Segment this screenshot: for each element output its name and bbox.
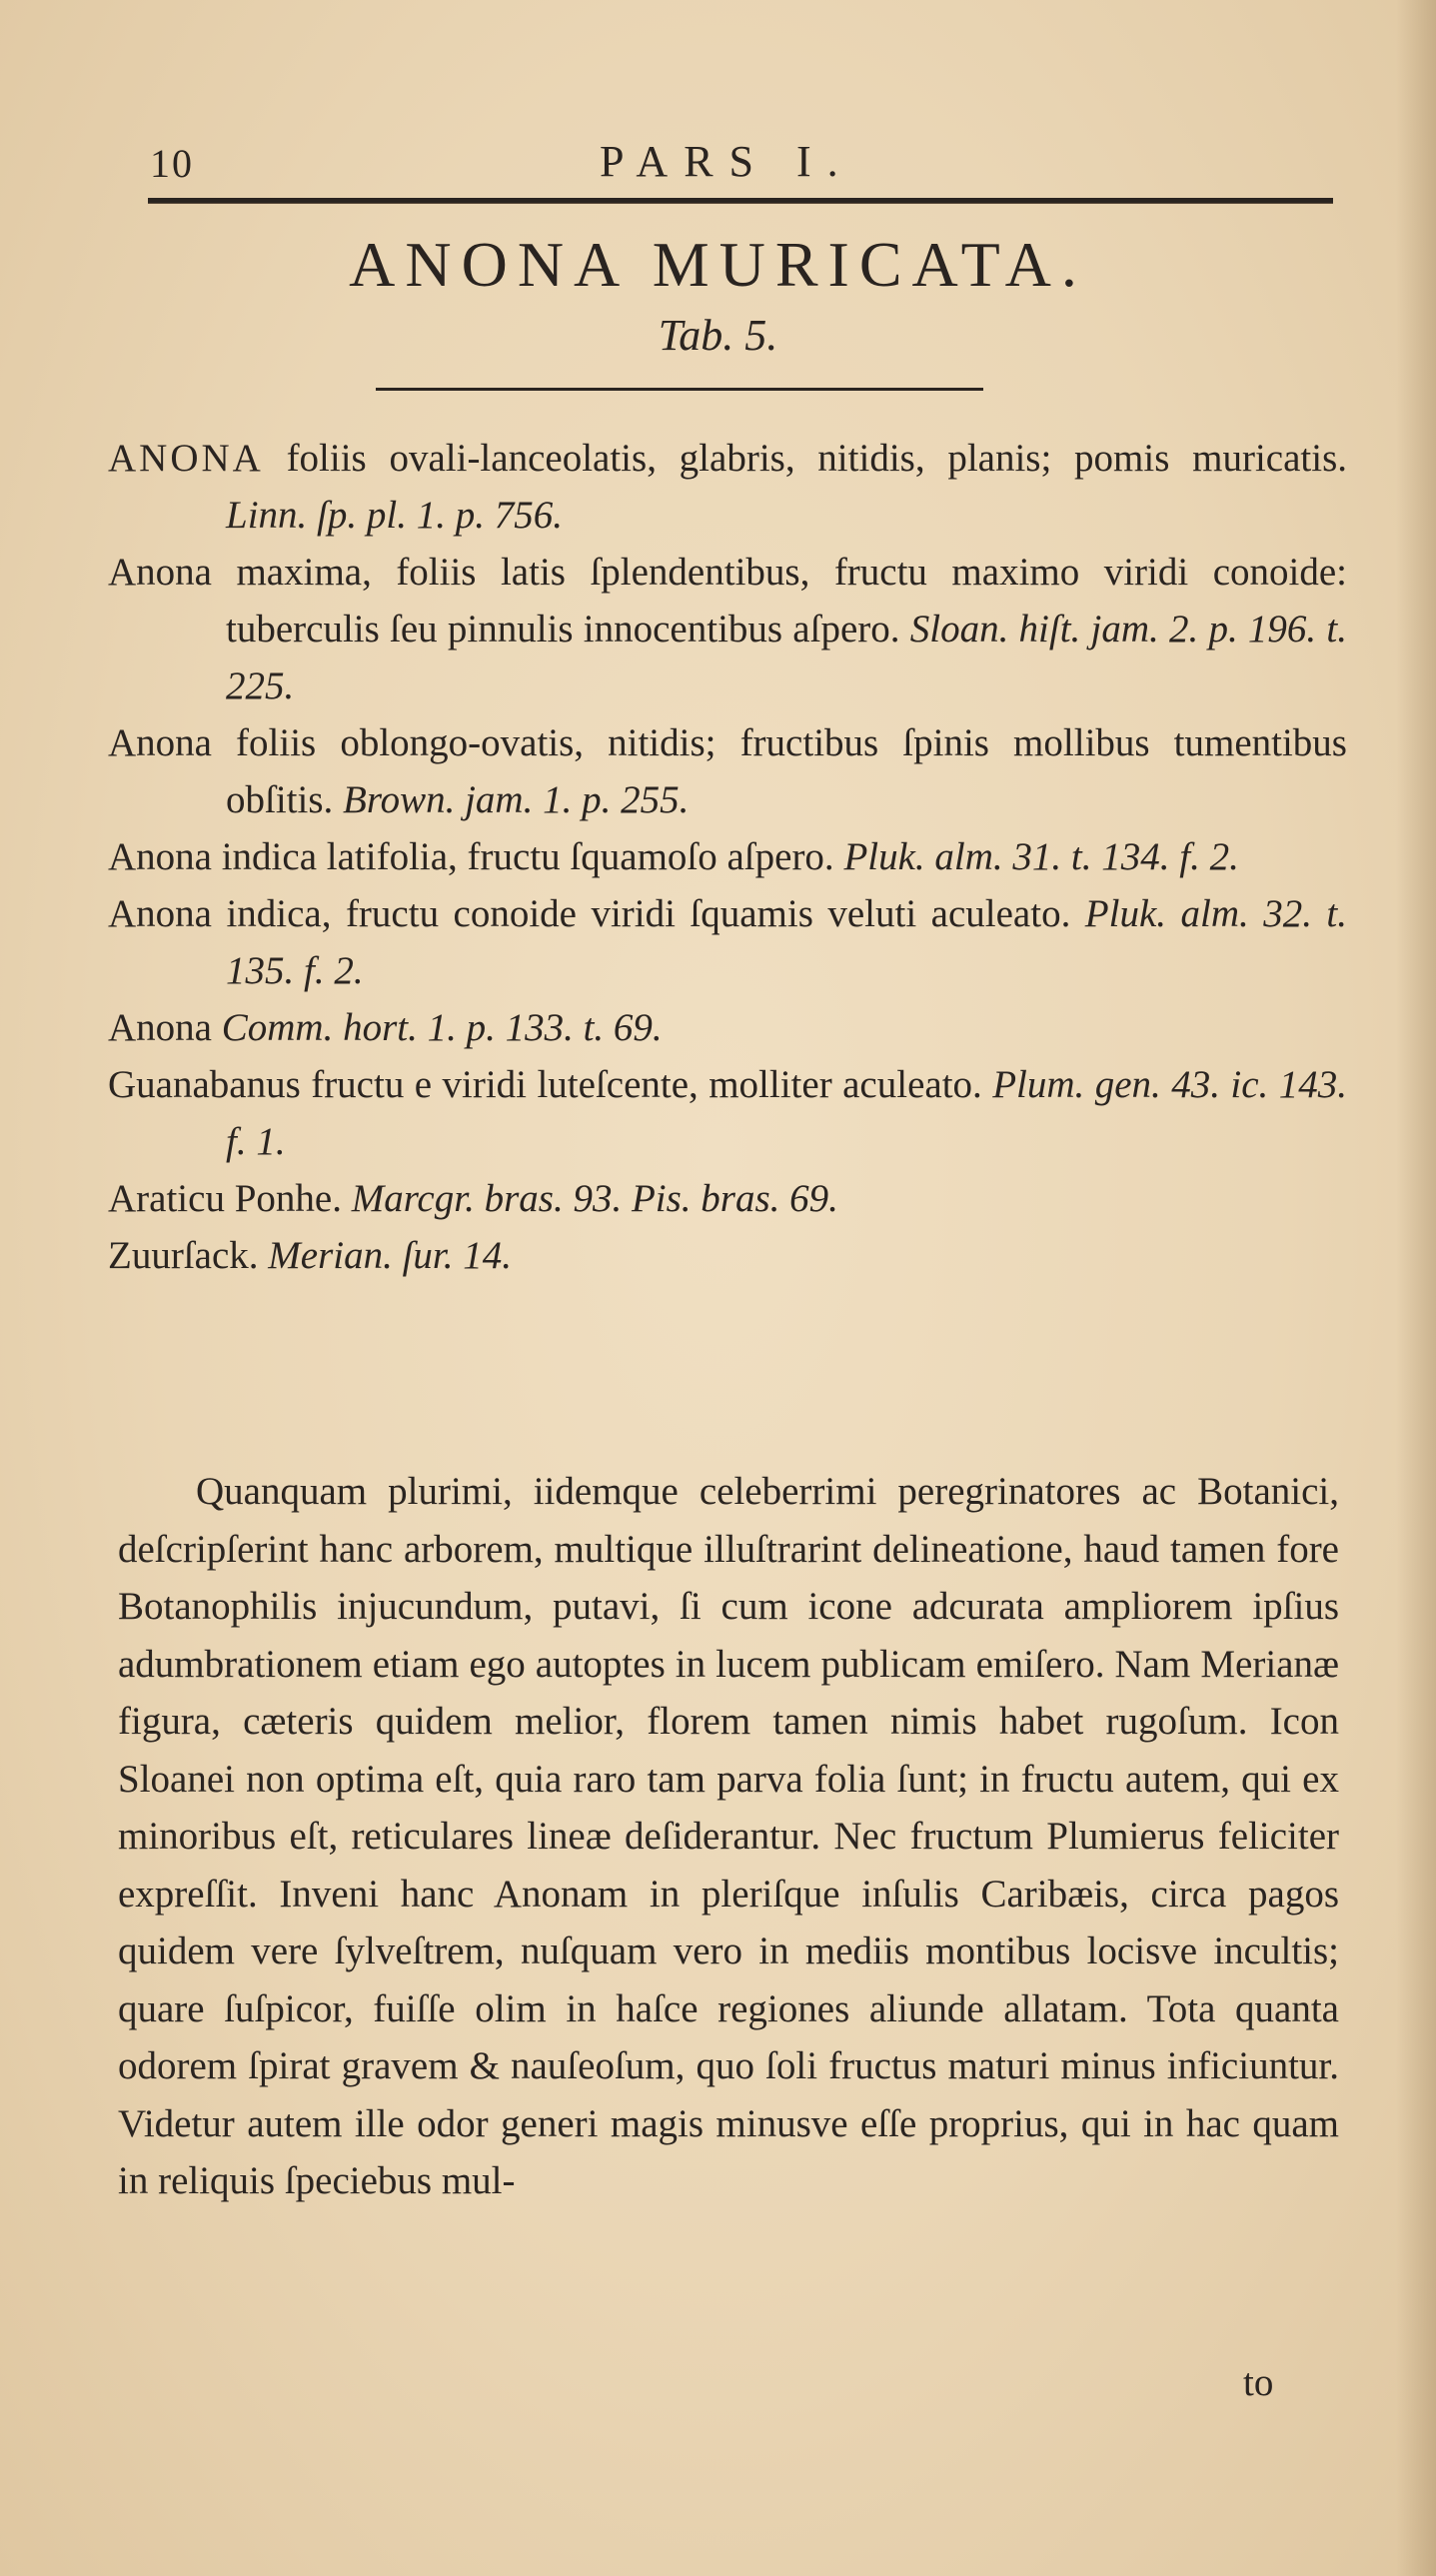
synonym-text: Zuurſack. bbox=[108, 1234, 269, 1277]
synonym-entry bbox=[108, 1170, 1347, 1227]
synonym-text: Anona indica, fructu conoide viridi ſquamis veluti aculeato. bbox=[108, 892, 1085, 935]
synonym-citation: Linn. ſp. pl. 1. p. 756. bbox=[226, 494, 563, 537]
synonym-text: foliis ovali-lanceolatis, glabris, nitidis, planis; pomis muricatis. bbox=[263, 437, 1347, 480]
synonym-citation: Brown. jam. 1. p. 255. bbox=[343, 778, 690, 821]
synonym-entry bbox=[108, 828, 1347, 885]
synonym-genus: ANONA bbox=[108, 437, 264, 480]
synonym-citation: Plum. gen. 43. ic. 143. f. 1. bbox=[226, 1063, 1347, 1163]
synonym-citation: Marcgr. bras. 93. Pis. bras. 69. bbox=[351, 1177, 838, 1220]
synonym-citation: Pluk. alm. 31. t. 134. f. 2. bbox=[843, 835, 1239, 878]
synonym-entry bbox=[108, 885, 1347, 999]
synonym-entry bbox=[108, 1056, 1347, 1170]
synonym-text: Anona foliis oblongo-ovatis, nitidis; fructibus ſpinis mollibus tumentibus obſitis. bbox=[108, 721, 1347, 821]
synonym-citation: Comm. hort. 1. p. 133. t. 69. bbox=[221, 1006, 663, 1049]
title-rule bbox=[376, 388, 983, 391]
synonym-entry bbox=[108, 999, 1347, 1056]
synonym-citation: Merian. ſur. 14. bbox=[268, 1234, 513, 1277]
synonym-text: Guanabanus fructu e viridi luteſcente, molliter aculeato. bbox=[108, 1063, 993, 1106]
running-head bbox=[0, 128, 1436, 188]
header-rule bbox=[148, 198, 1333, 204]
synonym-entry bbox=[108, 544, 1347, 714]
description-paragraph: Quanquam plurimi, iidemque celeberrimi peregrinatores ac Botanici, deſcripſerint hanc arborem, multique illuſtrarint delineatione, haud tamen fore Botanophilis injucundum, putavi, ſi cum icone adcurata ampliorem ipſius adumbrationem etiam ego autoptes in lucem publicam emiſero. Nam Merianæ figura, cæteris quidem melior, florem tamen nimis habet rugoſum. Icon Sloanei non optima eſt, quia raro tam parva folia ſunt; in fructu autem, qui ex minoribus eſt, reticulares lineæ deſiderantur. Nec fructum Plumierus feliciter expreſſit. Inveni hanc Anonam in pleriſque inſulis Caribæis, circa pagos quidem vere ſylveſtrem, nuſquam vero in mediis montibus locisve incultis; quare ſuſpicor, fuiſſe olim in haſce regiones aliunde allatam. Tota quanta odorem ſpirat gravem & nauſeoſum, quo ſoli fructus maturi minus inficiuntur. Videtur autem ille odor generi magis minusve eſſe proprius, qui in hac quam in reliquis ſpeciebus mul- bbox=[118, 1470, 1339, 2202]
page-number: 10 bbox=[150, 141, 194, 186]
synonym-entry bbox=[108, 430, 1347, 544]
plate-reference: Tab. 5. bbox=[658, 311, 778, 360]
synonym-citation: Pluk. alm. 32. t. 135. f. 2. bbox=[226, 892, 1347, 992]
species-title: ANONA MURICATA. bbox=[349, 229, 1087, 300]
synonym-text: Anona indica latifolia, fructu ſquamoſo aſpero. bbox=[108, 835, 844, 878]
synonym-text: Araticu Ponhe. bbox=[108, 1177, 352, 1220]
synonym-citation: Sloan. hiſt. jam. 2. p. 196. t. 225. bbox=[226, 608, 1347, 707]
synonym-entry bbox=[108, 714, 1347, 828]
synonym-text: Anona maxima, foliis latis ſplendentibus, fructu maximo viridi conoide: tuberculis ſeu pinnulis innocentibus aſpero. bbox=[108, 551, 1347, 650]
running-title: PARS I. bbox=[600, 137, 854, 186]
catchword: to bbox=[1243, 2361, 1274, 2404]
synonym-text: Anona bbox=[108, 1006, 222, 1049]
page-spine-shadow bbox=[1396, 0, 1436, 2576]
synonym-entry bbox=[108, 1227, 1347, 1284]
synonymy-list bbox=[108, 430, 1347, 1284]
